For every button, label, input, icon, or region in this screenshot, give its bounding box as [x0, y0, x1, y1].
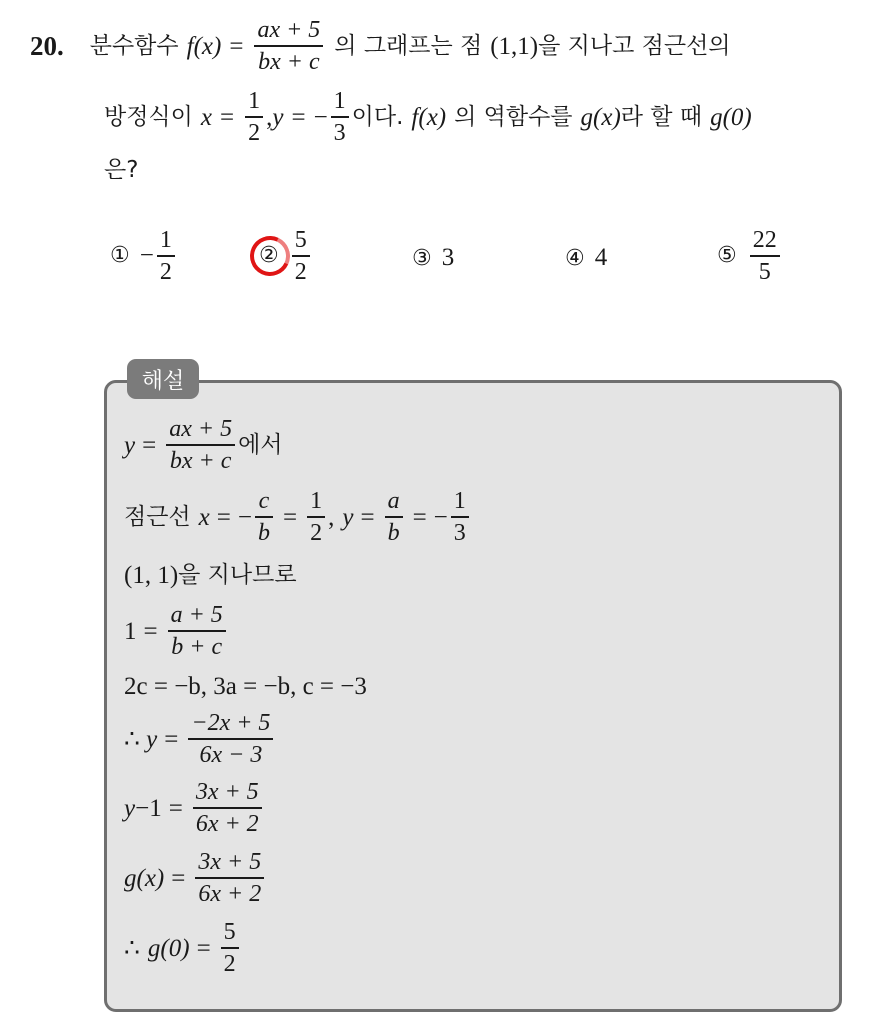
choice-value: 3 [441, 244, 455, 271]
solution-line-8: g(x) = $\frac{3x + 5}{6x + 2}$ [124, 847, 267, 909]
question-text: 의 역함수를 [454, 103, 573, 130]
solution-line-1: y = $\frac{ax + 5}{bx + c}$ 에서 [124, 416, 283, 474]
solution-fraction: $\frac{-2x + 5}{6x - 3}$ [188, 711, 273, 767]
choice-marker: ③ [412, 245, 432, 271]
function-fraction: $\frac{ax + 5}{bx + c}$ [254, 18, 323, 74]
solution-fraction: $\frac{ax + 5}{bx + c}$ [166, 417, 235, 473]
choice-marker: ① [110, 243, 130, 269]
solution-fraction: $\frac{c}{b}$ [255, 489, 273, 545]
solution-fraction: $\frac{3x + 5}{6x + 2}$ [195, 850, 264, 906]
fx-expression: f(x) [411, 103, 447, 131]
solution-text: 점근선 [124, 503, 191, 530]
choice-3[interactable] [412, 244, 454, 272]
choice-marker: ⑤ [717, 243, 737, 269]
question-text: 방정식이 [104, 103, 193, 130]
choice-marker: ④ [565, 245, 585, 271]
solution-fraction: $\frac{5}{2}$ [221, 920, 239, 976]
solution-line-6: ∴ y = $\frac{-2x + 5}{6x - 3}$ [124, 708, 276, 770]
choice-marker: ② [259, 243, 279, 269]
g0-expression: g(0) [710, 103, 752, 131]
solution-line-3 [124, 557, 297, 593]
choice-5[interactable] [717, 228, 783, 284]
solution-text: 에서 [238, 431, 283, 458]
solution-equation: 2c = −b, 3a = −b, c = −3 [124, 672, 367, 700]
asymptote-x-fraction: $\frac{1}{2}$ [245, 89, 263, 145]
solution-fraction: $\frac{a + 5}{b + c}$ [168, 603, 226, 659]
solution-tag: 해설 [127, 359, 199, 399]
question-line-3 [104, 152, 138, 188]
solution-fraction: $\frac{a}{b}$ [385, 489, 403, 545]
question-line-1: 20. 분수함수 f(x) = $\frac{ax + 5}{bx + c}$ 의 그래프는 점 (1,1) 을 지나고 점근선의 [30, 17, 731, 75]
gx-expression: g(x) [580, 103, 621, 131]
asymptote-y-fraction: $\frac{1}{3}$ [331, 89, 349, 145]
choice-4[interactable] [565, 244, 607, 272]
point-value: (1, 1) [124, 561, 179, 589]
solution-line-5 [124, 668, 367, 704]
g0-expression: g(0) [147, 934, 190, 962]
solution-line-7: y −1 = $\frac{3x + 5}{6x + 2}$ [124, 777, 265, 839]
question-text: 분수함수 [89, 32, 179, 59]
question-text: 을 지나고 점근선의 [538, 32, 731, 59]
solution-text: 을 지나므로 [178, 561, 297, 588]
question-text: 은? [104, 156, 139, 183]
choice-fraction: $\frac{22}{5}$ [750, 228, 780, 284]
choice-1[interactable] [110, 228, 178, 284]
minus-sign: − [139, 241, 154, 269]
question-text: 라 할 때 [620, 103, 703, 130]
question-line-2: 방정식이 x = $\frac{1}{2}$ , y = − $\frac{1}{3}$ 이다. f(x) 의 역함수를 g(x) 라 할 때 g(0) [104, 88, 752, 146]
choice-fraction: $\frac{1}{2}$ [157, 228, 175, 284]
choice-fraction: $\frac{5}{2}$ [292, 228, 310, 284]
solution-fraction: $\frac{3x + 5}{6x + 2}$ [193, 780, 262, 836]
gx-expression: g(x) [124, 864, 165, 892]
question-text: 이다. [351, 103, 404, 130]
solution-line-2: 점근선 x = − $\frac{c}{b}$ = $\frac{1}{2}$ , y = $\frac{a}{b}$ = − $\frac{1}{3}$ [124, 486, 472, 548]
solution-fraction: $\frac{1}{3}$ [451, 489, 469, 545]
solution-line-4: 1 = $\frac{a + 5}{b + c}$ [124, 600, 229, 662]
solution-fraction: $\frac{1}{2}$ [307, 489, 325, 545]
choice-value: 4 [594, 244, 608, 271]
question-text: 의 그래프는 점 [334, 32, 483, 59]
question-number: 20. [30, 30, 64, 61]
solution-line-9: ∴ g(0) = $\frac{5}{2}$ [124, 917, 242, 979]
point-value: (1,1) [490, 32, 539, 60]
fx-expression: f(x) [186, 32, 222, 60]
